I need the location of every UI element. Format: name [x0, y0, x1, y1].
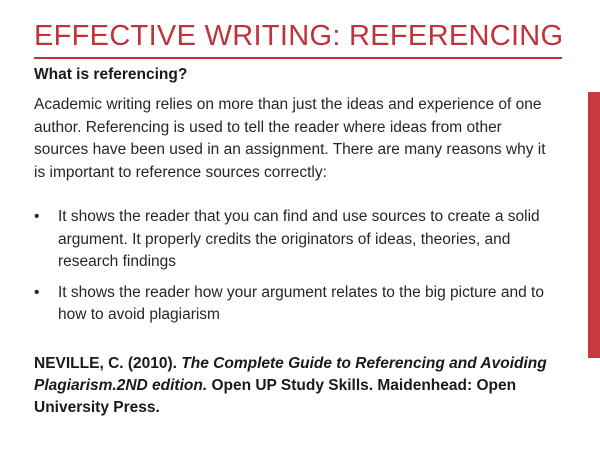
list-item: [34, 206, 550, 274]
intro-paragraph: Academic writing relies on more than just the ideas and experience of one author. Referencing is used to tell the reader where ideas from other sources have been used in an assignment. There are many reasons why it is important to reference sources correctly:: [34, 96, 546, 181]
slide-content: [34, 66, 550, 419]
citation: [34, 353, 550, 419]
bullet-list: [34, 206, 550, 327]
bullet-marker: •: [34, 208, 40, 225]
subheading: What is referencing?: [34, 66, 188, 83]
citation-book-title: The Complete Guide to Referencing and Avoiding Plagiarism.2ND edition.: [34, 354, 547, 394]
citation-publisher: Open UP Study Skills. Maidenhead: Open University Press.: [34, 376, 517, 416]
list-item: [34, 282, 550, 327]
title-underline: [34, 57, 562, 59]
citation-author-year: NEVILLE, C. (2010).: [34, 354, 182, 372]
bullet-text: It shows the reader that you can find and use sources to create a solid argument. It properly credits the originators of ideas, theories, and research findings: [58, 208, 540, 270]
bullet-marker: •: [34, 283, 40, 301]
bullet-text: It shows the reader how your argument relates to the big picture and to how to avoid plagiarism: [58, 283, 544, 323]
accent-bar: [588, 92, 600, 358]
slide-title: EFFECTIVE WRITING: REFERENCING: [34, 20, 564, 52]
